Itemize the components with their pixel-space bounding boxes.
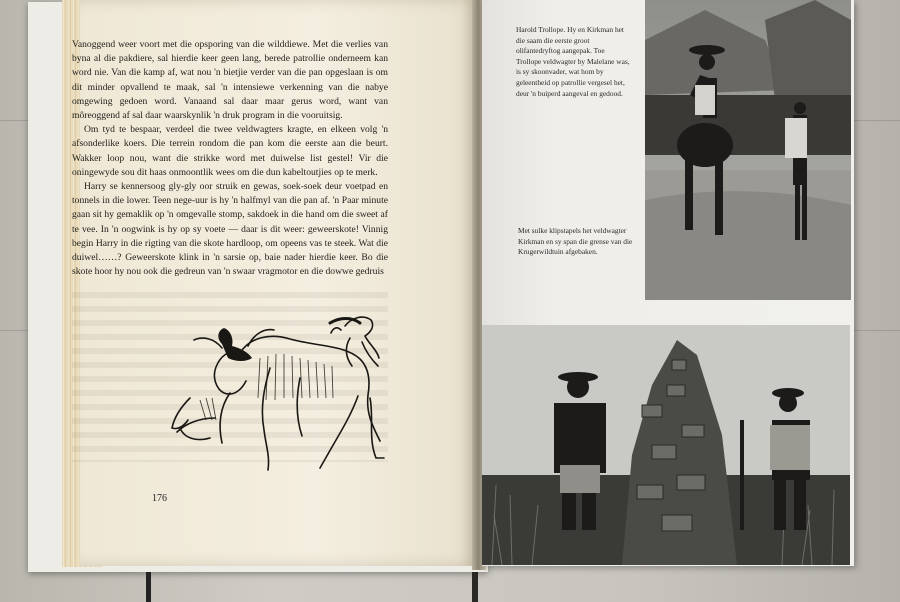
- paragraph: Om tyd te bespaar, verdeel die twee veldwagters kragte, en elkeen volg 'n afsonderlike koers. Die terrein rondom die pan kom die eerste aan die beurt. Wakker loop nou, want die strikke word met duiwelse list gestel! Vir die oningewyde sou dit haas onmoontlik wees om die dun kabeltoutjies op te merk.: [72, 124, 388, 178]
- spine-shadow: [472, 572, 478, 602]
- wildebeest-illustration: [170, 308, 400, 483]
- page-number: 176: [152, 493, 167, 504]
- paragraph: Harry se kennersoog gly-gly oor struik en gewas, soek-soek deur voetpad en tonnels in die lower. Teen nege-uur is hy 'n halfmyl van die pan af. 'n Paar minute gaan sit hy gemaklik op 'n omgevalle stomp, sakdoek in die hand om die sweet af te vee. In 'n oogwink is hy op sy voete — daar is dit weer: geweerskote! Vinnig begin Harry in die rigting van die skote hardloop, om opeens vas te steek. Wat die duiwel……? Geweerskote klink in 'n sarsie op, baie nader hierdie keer. Bo die skote hoor hy nou ook die gedreun van 'n swaar vragmotor en die dowwe gedruis: [72, 181, 388, 278]
- paragraph: Vanoggend weer voort met die opsporing van die wilddiewe. Met die verlies van byna al die pakdiere, sal hierdie keer geen lang, berede patrollie onderneem kan word nie. Van die kamp af, wat nou 'n bietjie verder van die pan opgeslaan is om dit minder opvallend te maak, sal 'n intensiewe verkenning van die nabye omgewing gedoen word. Vanaand sal daar maar gerus word, want van môreoggend af sal daar waarskynlik 'n druk program in die vooruitsig.: [72, 39, 388, 122]
- photo-stone-cairn: [482, 325, 850, 565]
- photo-caption-middle: Met sulke klipstapels het veldwagter Kirkman en sy span die grense van die Krugerwildtuin afgebaken.: [518, 226, 633, 257]
- bookmark-ribbon: [146, 572, 151, 602]
- body-text: [72, 38, 388, 279]
- photo-caption-top: Harold Trollope. Hy en Kirkman het die saam die eerste groot olifantedryftog aangepak. Toe Trollope veldwagter by Malelane was, is sy skoonvader, wat hom by geleentheid op patrollie vergesel het, deur 'n buiperd aangeval en gedood.: [516, 25, 630, 98]
- photo-ranger-on-horse: [645, 0, 851, 300]
